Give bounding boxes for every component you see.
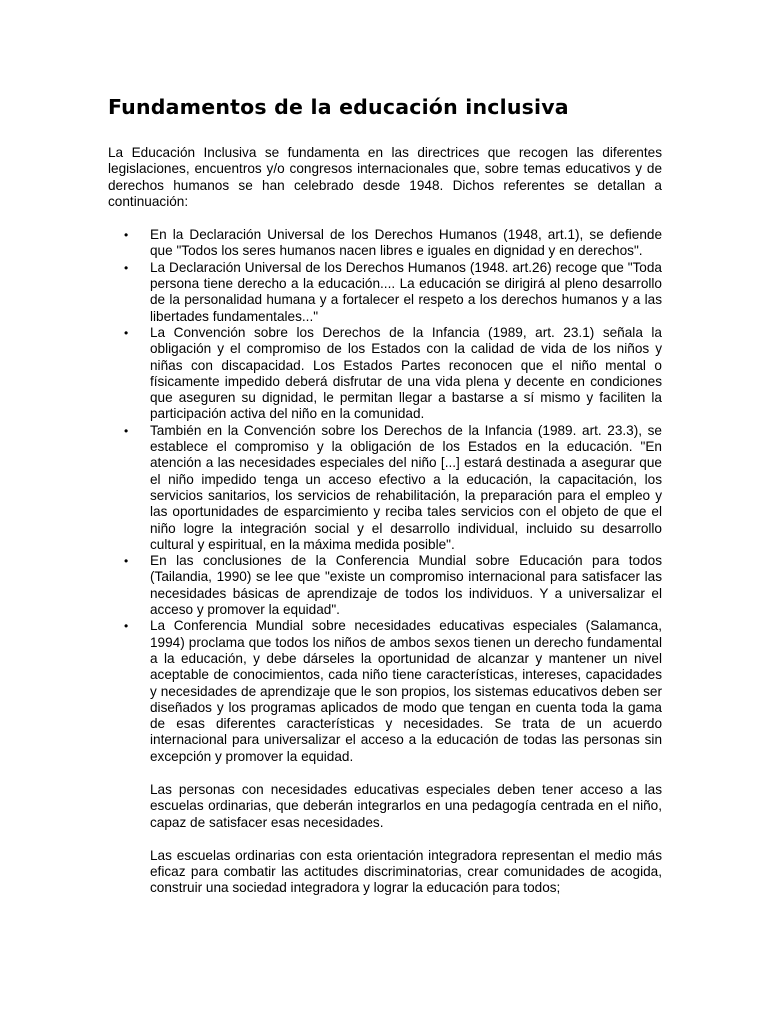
document-page [108, 93, 662, 897]
intro-paragraph: La Educación Inclusiva se fundamenta en las directrices que recogen las diferentes legislaciones, encuentros y/o congresos internacionales que, sobre temas educativos y de derechos humanos se han celebrado desde 1948. Dichos referentes se detallan a continuación: [108, 145, 662, 209]
bullet-icon: • [124, 260, 129, 275]
list-item-text: En la Declaración Universal de los Derechos Humanos (1948, art.1), se defiende que "Todos los seres humanos nacen libres e iguales en dignidad y en derechos". [150, 227, 662, 259]
bullet-icon: • [124, 228, 129, 243]
list-item [108, 260, 662, 325]
special-needs-paragraph: Las personas con necesidades educativas especiales deben tener acceso a las escuelas ordinarias, que deberán integrarlos en una pedagogía centrada en el niño, capaz de satisfacer esas necesidades. [150, 781, 662, 830]
list-item [108, 618, 662, 765]
bullet-icon: • [124, 554, 129, 569]
bullet-icon: • [124, 325, 129, 340]
list-item-text: La Convención sobre los Derechos de la Infancia (1989, art. 23.1) señala la obligación y el compromiso de los Estados con la calidad de vida de los niños y niñas con discapacidad. Los Estados Partes reconocen que el niño mental o físicamente impedido deberá disfrutar de una vida plena y decente en condiciones que aseguren su dignidad, le permitan llegar a bastarse a sí mismo y faciliten la participación activa del niño en la comunidad. [150, 324, 662, 422]
list-item-text: También en la Convención sobre los Derechos de la Infancia (1989. art. 23.3), se establece el compromiso y la obligación de los Estados en la educación. "En atención a las necesidades especiales del niño [...] estará destinada a asegurar que el niño impedido tenga un acceso efectivo a la educación, la capacitación, los servicios sanitarios, los servicios de rehabilitación, la preparación para el empleo y las oportunidades de esparcimiento y reciba tales servicios con el objeto de que el niño logre la integración social y el desarrollo individual, incluido su desarrollo cultural y espiritual, en la máxima medida posible". [150, 422, 662, 552]
bullet-icon: • [124, 423, 129, 438]
list-item [108, 227, 662, 260]
document-body [108, 145, 662, 897]
list-item [108, 423, 662, 553]
list-item [108, 553, 662, 618]
inclusive-schools-paragraph: Las escuelas ordinarias con esta orientación integradora representan el medio más eficaz para combatir las actitudes discriminatorias, crear comunidades de acogida, construir una sociedad integradora y lograr la educación para todos; [150, 847, 662, 896]
references-list [108, 227, 662, 765]
list-item-text: La Declaración Universal de los Derechos Humanos (1948. art.26) recoge que "Toda persona tiene derecho a la educación.... La educación se dirigirá al pleno desarrollo de la personalidad humana y a fortalecer el respeto a los derechos humanos y a las libertades fundamentales..." [150, 259, 662, 324]
list-item-text: La Conferencia Mundial sobre necesidades educativas especiales (Salamanca, 1994) proclama que todos los niños de ambos sexos tienen un derecho fundamental a la educación, y debe dárseles la oportunidad de alcanzar y mantener un nivel aceptable de conocimientos, cada niño tiene características, intereses, capacidades y necesidades de aprendizaje que le son propios, los sistemas educativos deben ser diseñados y los programas aplicados de modo que tengan en cuenta toda la gama de esas diferentes características y necesidades. Se trata de un acuerdo internacional para universalizar el acceso a la educación de todas las personas sin excepción y promover la equidad. [150, 618, 662, 764]
bullet-icon: • [124, 619, 129, 634]
list-item-text: En las conclusiones de la Conferencia Mundial sobre Educación para todos (Tailandia, 1990) se lee que "existe un compromiso internacional para satisfacer las necesidades básicas de aprendizaje de todos los individuos. Y a universalizar el acceso y promover la equidad". [150, 553, 662, 618]
document-title: Fundamentos de la educación inclusiva [108, 95, 569, 119]
list-item [108, 325, 662, 423]
